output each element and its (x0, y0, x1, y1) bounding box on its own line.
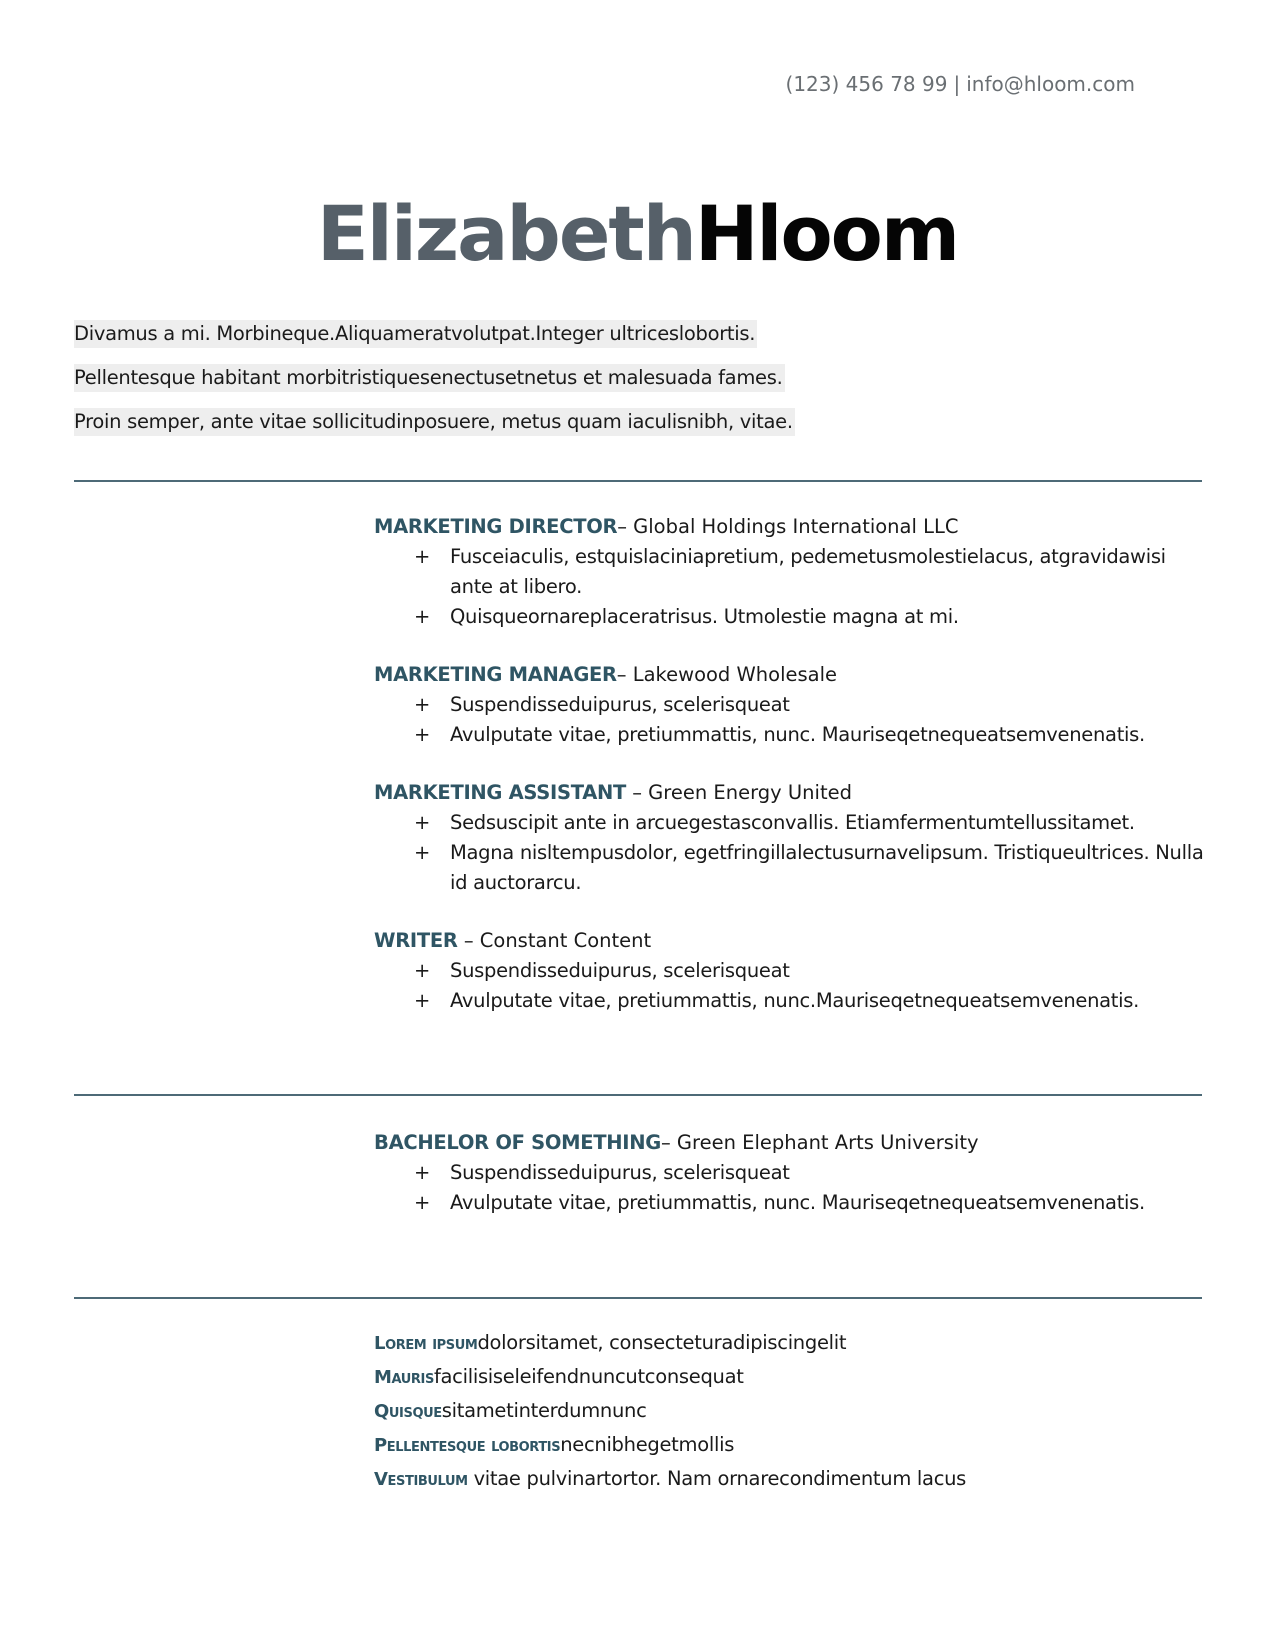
bullet-list (374, 1158, 1204, 1218)
list-item (374, 808, 1204, 838)
plus-bullet-icon: + (414, 1161, 431, 1184)
summary (74, 320, 795, 452)
plus-bullet-icon: + (414, 989, 431, 1012)
bullet-text: Fusceiaculis, estquislaciniapretium, pedemetusmolestielacus, atgravidawisi ante at libero. (450, 545, 1166, 598)
first-name: Elizabeth (316, 189, 695, 278)
education-section (374, 1128, 1204, 1246)
employer: – Green Energy United (626, 781, 852, 804)
job-title: MARKETING MANAGER (374, 663, 617, 686)
bullet-list (374, 956, 1204, 1016)
list-item (374, 956, 1204, 986)
job-title: MARKETING ASSISTANT (374, 781, 627, 804)
job-title: MARKETING DIRECTOR (374, 515, 618, 538)
bullet-text: Sedsuscipit ante in arcuegestasconvallis. Etiamfermentumtellussitamet. (450, 811, 1135, 834)
list-item (374, 542, 1204, 602)
skills-section (374, 1326, 1204, 1496)
list-item (374, 986, 1204, 1016)
skill-item (374, 1462, 1204, 1496)
skill-keyword: Pellentesque lobortis (374, 1435, 561, 1456)
skill-item (374, 1326, 1204, 1360)
degree-title: BACHELOR OF SOMETHING (374, 1131, 661, 1154)
skill-text: facilisiseleifendnuncutconsequat (433, 1365, 744, 1388)
bullet-text: Suspendisseduipurus, scelerisqueat (450, 693, 790, 716)
bullet-list (374, 542, 1204, 632)
employer: – Constant Content (457, 929, 652, 952)
resume-name (0, 189, 1275, 278)
skill-keyword: Mauris (374, 1367, 434, 1388)
list-item (374, 690, 1204, 720)
institution: – Green Elephant Arts University (660, 1131, 979, 1154)
entry-heading (374, 660, 1204, 690)
plus-bullet-icon: + (414, 545, 431, 568)
bullet-text: Quisqueornareplaceratrisus. Utmolestie magna at mi. (450, 605, 959, 628)
contact-email: info@hloom.com (966, 72, 1135, 96)
list-item (374, 838, 1204, 898)
summary-line: Pellentesque habitant morbitristiquesenectusetnetus et malesuada fames. (74, 364, 785, 392)
contact-phone: (123) 456 78 99 (785, 72, 948, 96)
skill-text: sitametinterdumnunc (441, 1399, 647, 1422)
plus-bullet-icon: + (414, 959, 431, 982)
skill-keyword: Lorem ipsum (374, 1333, 478, 1354)
section-divider (74, 480, 1202, 482)
bullet-text: Avulputate vitae, pretiummattis, nunc. Mauriseqetnequeatsemvenenatis. (450, 723, 1145, 746)
skill-item (374, 1428, 1204, 1462)
education-entry (374, 1128, 1204, 1218)
plus-bullet-icon: + (414, 841, 431, 864)
contact-line (786, 72, 1135, 96)
bullet-text: Avulputate vitae, pretiummattis, nunc.Mauriseqetnequeatsemvenenatis. (450, 989, 1140, 1012)
list-item (374, 1188, 1204, 1218)
bullet-text: Avulputate vitae, pretiummattis, nunc. Mauriseqetnequeatsemvenenatis. (450, 1191, 1145, 1214)
entry-heading (374, 512, 1204, 542)
experience-section (374, 512, 1204, 1044)
list-item (374, 602, 1204, 632)
plus-bullet-icon: + (414, 1191, 431, 1214)
skill-keyword: Quisque (374, 1401, 442, 1422)
employer: – Global Holdings International LLC (617, 515, 959, 538)
experience-entry (374, 512, 1204, 632)
skill-text: necnibhegetmollis (560, 1433, 735, 1456)
bullet-text: Magna nisltempusdolor, egetfringillalectusurnavelipsum. Tristiqueultrices. Nulla id auctorarcu. (450, 841, 1204, 894)
section-divider (74, 1297, 1202, 1299)
list-item (374, 1158, 1204, 1188)
job-title: WRITER (374, 929, 458, 952)
plus-bullet-icon: + (414, 723, 431, 746)
contact-separator: | (953, 72, 961, 96)
entry-heading (374, 1128, 1204, 1158)
entry-heading (374, 926, 1204, 956)
plus-bullet-icon: + (414, 693, 431, 716)
bullet-text: Suspendisseduipurus, scelerisqueat (450, 1161, 790, 1184)
skill-item (374, 1360, 1204, 1394)
skill-item (374, 1394, 1204, 1428)
plus-bullet-icon: + (414, 605, 431, 628)
skill-text: dolorsitamet, consecteturadipiscingelit (477, 1331, 847, 1354)
experience-entry (374, 660, 1204, 750)
summary-line: Divamus a mi. Morbineque.Aliquameratvolutpat.Integer ultriceslobortis. (74, 320, 757, 348)
experience-entry (374, 926, 1204, 1016)
bullet-list (374, 808, 1204, 898)
section-divider (74, 1094, 1202, 1096)
employer: – Lakewood Wholesale (616, 663, 838, 686)
summary-line: Proin semper, ante vitae sollicitudinposuere, metus quam iaculisnibh, vitae. (74, 408, 795, 436)
last-name: Hloom (694, 189, 959, 278)
list-item (374, 720, 1204, 750)
entry-heading (374, 778, 1204, 808)
bullet-list (374, 690, 1204, 750)
skill-keyword: Vestibulum (374, 1469, 468, 1490)
bullet-text: Suspendisseduipurus, scelerisqueat (450, 959, 790, 982)
plus-bullet-icon: + (414, 811, 431, 834)
experience-entry (374, 778, 1204, 898)
skill-text: vitae pulvinartortor. Nam ornarecondimentum lacus (467, 1467, 967, 1490)
